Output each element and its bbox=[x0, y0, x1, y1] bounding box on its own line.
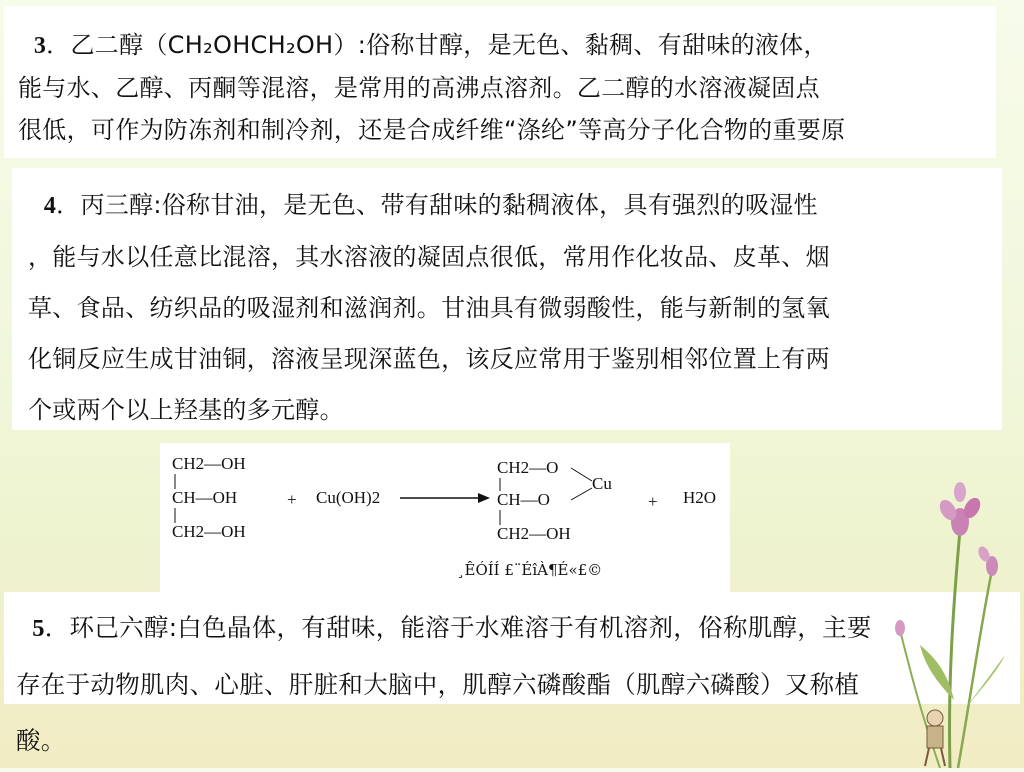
plus-sign-1: + bbox=[287, 490, 297, 509]
section-5-panel bbox=[4, 592, 1020, 755]
reactant-row-2: CH—OH bbox=[172, 488, 238, 507]
section-5-number: 5 bbox=[32, 615, 45, 642]
reaction-caption: ¸ÊÓÍÍ £¨ÉîÀ¶É«£© bbox=[457, 561, 603, 579]
section-3-line-1: 3．乙二醇（CH₂OHCH₂OH）:俗称甘醇，是无色、黏稠、有甜味的液体， bbox=[33, 31, 828, 59]
plus-sign-2: + bbox=[648, 492, 658, 511]
section-3-text bbox=[18, 24, 845, 151]
o-cu-bond-1 bbox=[571, 468, 592, 481]
byproduct-water: H2O bbox=[683, 488, 717, 507]
section-4-panel bbox=[12, 168, 1002, 430]
reaction-diagram bbox=[160, 443, 730, 593]
product-metal: Cu bbox=[592, 474, 612, 493]
product-row-1: CH2—O bbox=[497, 458, 559, 477]
o-cu-bond-2 bbox=[571, 488, 592, 500]
section-5-line-1: 5．环己六醇:白色晶体，有甜味，能溶于水难溶于有机溶剂，俗称肌醇，主要 bbox=[32, 613, 872, 642]
section-4-number: 4 bbox=[43, 193, 57, 219]
section-5-text bbox=[16, 600, 872, 769]
reaction-arrow bbox=[400, 493, 490, 503]
section-4-line-4: 化铜反应生成甘油铜，溶液呈现深蓝色，该反应常用于鉴别相邻位置上有两 bbox=[28, 345, 830, 373]
section-4-text bbox=[28, 180, 830, 436]
flower-illustration bbox=[880, 470, 1024, 768]
section-4-line-1: 4．丙三醇:俗称甘油，是无色、带有甜味的黏稠液体，具有强烈的吸湿性 bbox=[43, 191, 818, 219]
section-3-panel bbox=[4, 6, 996, 158]
section-4-line-5: 个或两个以上羟基的多元醇。 bbox=[28, 396, 344, 424]
reaction-equation bbox=[160, 443, 730, 593]
section-3-number: 3 bbox=[33, 33, 47, 59]
product-row-2: CH—O bbox=[497, 490, 550, 509]
reactant-row-3: CH2—OH bbox=[172, 522, 246, 541]
product-glycerol-copper bbox=[497, 458, 612, 543]
section-3-line-3: 很低，可作为防冻剂和制冷剂，还是合成纤维“涤纶”等高分子化合物的重要原 bbox=[18, 116, 846, 144]
flower-decoration bbox=[880, 470, 1024, 768]
product-row-3: CH2—OH bbox=[497, 524, 571, 543]
reactant-glycerol bbox=[172, 454, 246, 541]
section-5-line-2: 存在于动物肌肉、心脏、肝脏和大脑中，肌醇六磷酸酯（肌醇六磷酸）又称植 bbox=[16, 670, 860, 699]
section-4-line-2: ，能与水以任意比混溶，其水溶液的凝固点很低，常用作化妆品、皮革、烟 bbox=[28, 243, 830, 271]
reagent-copper-hydroxide: Cu(OH)2 bbox=[316, 488, 381, 507]
section-5-line-3: 酸。 bbox=[16, 726, 66, 755]
reactant-row-1: CH2—OH bbox=[172, 454, 246, 473]
section-3-line-2: 能与水、乙醇、丙酮等混溶，是常用的高沸点溶剂。乙二醇的水溶液凝固点 bbox=[18, 74, 820, 102]
section-4-line-3: 草、食品、纺织品的吸湿剂和滋润剂。甘油具有微弱酸性，能与新制的氢氧 bbox=[28, 294, 830, 322]
